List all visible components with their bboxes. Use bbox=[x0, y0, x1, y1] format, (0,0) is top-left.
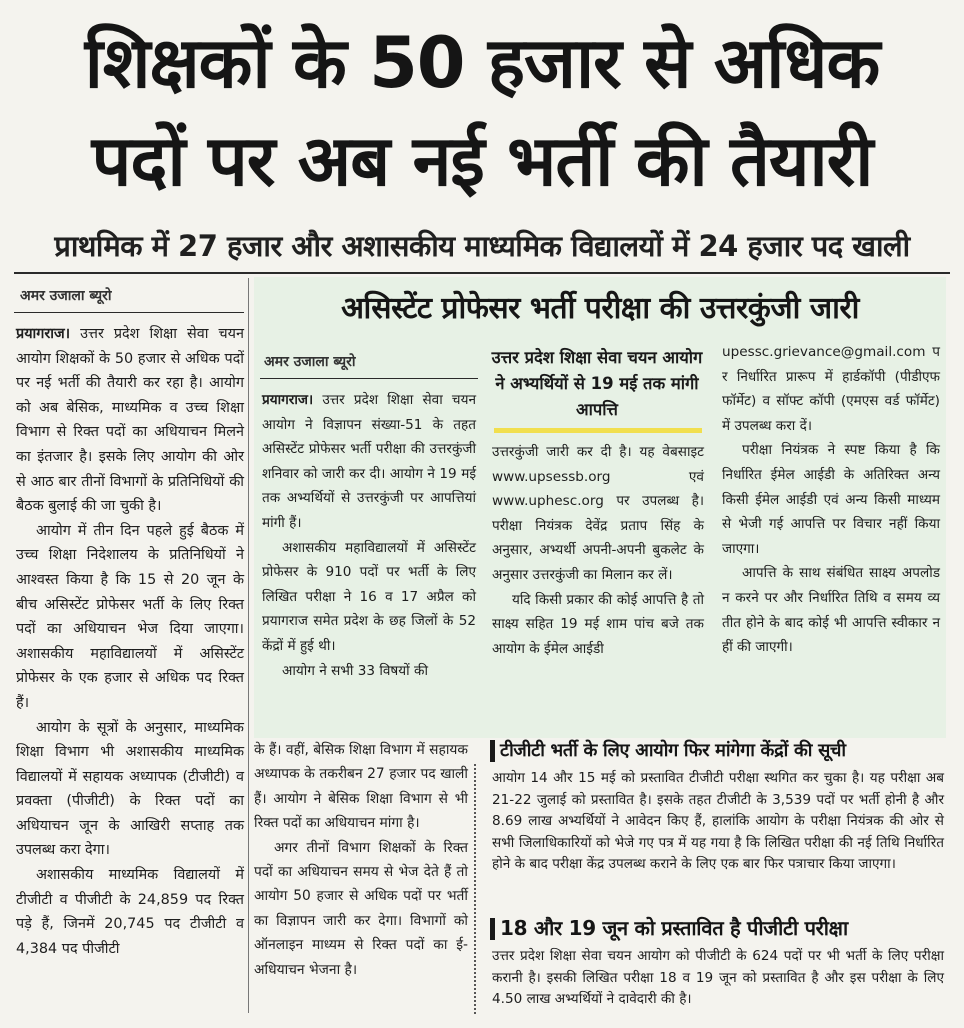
headline-line-2: पदों पर अब नई भर्ती की तैयारी bbox=[91, 120, 873, 202]
column-divider bbox=[248, 278, 249, 1013]
pgt-story-body: उत्तर प्रदेश शिक्षा सेवा चयन आयोग को पीजीटी के 624 पदों पर भी भर्ती के लिए परीक्षा करानी है। इसकी लिखित परीक्षा 18 व 19 जून को प्रस्तावित है और इस परीक्षा के लिए 4.50 लाख अभ्यर्थियों ने दावेदारी की है। bbox=[492, 948, 944, 1007]
main-paragraph-1: प्रयागराज। उत्तर प्रदेश शिक्षा सेवा चयन आयोग शिक्षकों के 50 हजार से अधिक पदों पर नई भर्ती की तैयारी कर रहा है। आयोग को अब बेसिक, माध्यमिक व उच्च शिक्षा विभाग से रिक्त पदों का अधियाचन मिलने का इंतजार है। इसके लिए आयोग की ओर से आठ बार तीनों विभागों के प्रतिनिधियों की बैठक बुलाई की जा चुकी है। bbox=[16, 326, 244, 515]
main-paragraph-4: अशासकीय माध्यमिक विद्यालयों में टीजीटी व पीजीटी के 24,859 पद रिक्त पड़े हैं, जिनमें 20,745 पद टीजीटी व 4,384 पद पीजीटी bbox=[16, 867, 244, 957]
subheadline: प्राथमिक में 27 हजार और अशासकीय माध्यमिक विद्यालयों में 24 हजार पद खाली bbox=[54, 229, 910, 263]
box-story-column-2: उत्तरकुंजी जारी कर दी है। यह वेबसाइट www.upsessb.org एवं www.uphesc.org पर उपलब्ध है। परीक्षा नियंत्रक देवेंद्र प्रताप सिंह के अनुसार, अभ्यर्थी अपनी-अपनी बुकलेट के अनुसार उत्तरकुंजी का मिलान कर लें। यदि किसी प्रकार की कोई आपत्ति है तो साक्ष्य सहित 19 मई शाम पांच बजे तक आयोग के ईमेल आईडी bbox=[492, 444, 704, 657]
box-dateline: प्रयागराज। bbox=[262, 392, 314, 408]
byline-rule bbox=[260, 378, 478, 379]
box-story-title: असिस्टेंट प्रोफेसर भर्ती परीक्षा की उत्तरकुंजी जारी bbox=[341, 291, 859, 326]
main-dateline: प्रयागराज। bbox=[16, 326, 71, 342]
pgt-story-title: 18 और 19 जून को प्रस्तावित है पीजीटी परीक्षा bbox=[500, 916, 848, 940]
box-story-column-3: upessc.grievance@gmail.com पर निर्धारित प्रारूप में हार्डकॉपी (पीडीएफ फॉर्मेट) व सॉफ्ट कॉपी (एमएस वर्ड फॉर्मेट) में उपलब्ध करा दें। परीक्षा नियंत्रक ने स्पष्ट किया है कि निर्धारित ईमेल आईडी के अतिरिक्त अन्य किसी ईमेल आईडी एवं अन्य किसी माध्यम से भेजी गई आपत्ति पर विचार नहीं किया जाएगा। आपत्ति के साथ संबंधित साक्ष्य अपलोड न करने पर और निर्धारित तिथि व समय व्यतीत होने के बाद कोई भी आपत्ति स्वीकार नहीं की जाएगी। bbox=[722, 344, 940, 656]
box-story-column-1: प्रयागराज। उत्तर प्रदेश शिक्षा सेवा चयन आयोग ने विज्ञापन संख्या-51 के तहत असिस्टेंट प्रोफेसर भर्ती परीक्षा की उत्तरकुंजी शनिवार को जारी कर दी। आयोग ने 19 मई तक अभ्यर्थियों से उत्तरकुंजी पर आपत्तियां मांगी हैं। अशासकीय महाविद्यालयों में असिस्टेंट प्रोफेसर के 910 पदों पर भर्ती के लिए लिखित परीक्षा ने 16 व 17 अप्रैल को प्रयागराज समेत प्रदेश के छह जिलों के 52 केंद्रों में हुई थी। आयोग ने सभी 33 विषयों की bbox=[262, 392, 476, 679]
main-paragraph-3: आयोग के सूत्रों के अनुसार, माध्यमिक शिक्षा विभाग भी अशासकीय माध्यमिक विद्यालयों में सहायक अध्यापक (टीजीटी) व प्रवक्ता (पीजीटी) के रिक्त पदों का अधियाचन जून के आखिरी सप्ताह तक उपलब्ध करा देगा। bbox=[16, 719, 244, 859]
headline-line-1: शिक्षकों के 50 हजार से अधिक bbox=[84, 22, 880, 104]
main-byline: अमर उजाला ब्यूरो bbox=[20, 288, 112, 304]
main-story-column-1 bbox=[16, 322, 244, 961]
divider bbox=[14, 272, 950, 274]
dotted-divider bbox=[474, 764, 476, 1014]
pull-quote: उत्तर प्रदेश शिक्षा सेवा चयन आयोग ने अभ्यर्थियों से 19 मई तक मांगी आपत्ति bbox=[491, 348, 703, 419]
tgt-story-title: टीजीटी भर्ती के लिए आयोग फिर मांगेगा केंद्रों की सूची bbox=[500, 740, 846, 761]
byline-rule bbox=[14, 312, 244, 313]
page-edge bbox=[0, 1016, 964, 1028]
main-paragraph-2: आयोग में तीन दिन पहले हुई बैठक में उच्च शिक्षा निदेशालय के प्रतिनिधियों ने आश्वस्त किया है कि 15 से 20 जून के बीच असिस्टेंट प्रोफेसर भर्ती के लिए रिक्त पदों का अधियाचन भेज दिया जाएगा। अशासकीय महाविद्यालयों में असिस्टेंट प्रोफेसर के एक हजार से अधिक पद रिक्त हैं। bbox=[16, 522, 244, 711]
clipped-previous-text bbox=[0, 0, 964, 10]
box-byline: अमर उजाला ब्यूरो bbox=[264, 354, 356, 370]
section-marker bbox=[490, 740, 495, 762]
section-marker bbox=[490, 918, 495, 940]
main-story-column-2: के हैं। वहीं, बेसिक शिक्षा विभाग में सहायक अध्यापक के तकरीबन 27 हजार पद खाली हैं। आयोग ने बेसिक शिक्षा विभाग से भी रिक्त पदों का अधियाचन मांगा है। अगर तीनों विभाग शिक्षकों के रिक्त पदों का अधियाचन समय से भेज देते हैं तो आयोग 50 हजार से अधिक पदों पर भर्ती का विज्ञापन जारी कर देगा। विभागों को ऑनलाइन माध्यम से रिक्त पदों का ई-अधियाचन भेजना है। bbox=[254, 742, 468, 978]
tgt-story-body: आयोग 14 और 15 मई को प्रस्तावित टीजीटी परीक्षा स्थगित कर चुका है। यह परीक्षा अब 21-22 जुलाई को प्रस्तावित है। इसके तहत टीजीटी के 3,539 पदों पर भर्ती होनी है और 8.69 लाख अभ्यर्थियों ने आवेदन किए हैं, हालांकि आयोग के परीक्षा नियंत्रक की ओर से सभी जिलाधिकारियों को भेजे गए पत्र में यह गया है कि लिखित परीक्षा की नई तिथि निर्धारित होने के बाद परीक्षा केंद्र उपलब्ध कराने के लिए एक बार फिर पत्राचार किया जाएगा। bbox=[492, 770, 944, 872]
headline bbox=[0, 14, 964, 210]
highlight-bar bbox=[494, 428, 702, 433]
